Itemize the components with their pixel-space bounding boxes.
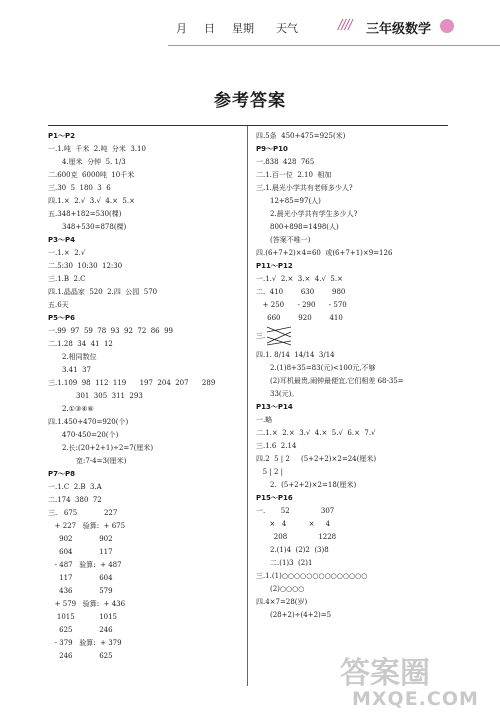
answer-line: 二.5:30 10:30 12:30 [48,262,123,270]
answer-line: 301 305 311 293 [76,392,143,400]
answer-line: 660 920 410 [256,314,343,322]
answer-line: 二.1.× 2.× 3.√ 4.× 5.√ 6.× 7.√ [256,429,376,437]
answer-line: 一.1.√ 2.× 3.× 4.√ 5.× [256,275,343,283]
answer-line: 33(元)。 [270,390,299,398]
answer-line: 2.晨光小学共有学生多少人? [270,210,358,218]
answer-line: 四.2 5 | 2 (5+2+2)×2=24(厘米) [256,455,377,463]
pink-dot-icon [440,19,454,33]
answer-line: 四.1.晶晶家 520 2.四 公园 570 [48,288,158,296]
answer-line: 三.1.B 2.C [48,275,86,283]
answer-line: 246 625 [48,652,113,660]
subject-title: 三年级数学 [366,22,432,37]
answer-line: 2. (5+2+2)×2=18(厘米) [270,481,357,489]
weather-label: 天气 [276,22,298,35]
answer-line: 三. 675 227 [48,509,118,517]
answer-line: 3.41 37 [62,366,91,374]
answer-line: 470-450=20(个) [62,431,119,439]
answer-line: 三.1.晨光小学共有老师多少人? [256,184,353,192]
section-heading: P13～P14 [256,403,293,411]
answer-line: 三. [256,325,452,349]
page-title: 参考答案 [214,91,286,111]
month-label: 月 [176,22,187,35]
answer-line: 四.4×7=28(岁) [256,598,308,606]
answer-line: 二.600克 6000吨 10千米 [48,171,135,179]
section-heading: P5～P6 [48,314,76,322]
answer-line: 5 | 2 | [256,468,283,476]
answer-line: 348+530=878(棵) [62,223,127,231]
answer-line: 二.174 380 72 [48,496,102,504]
left-answer-column [48,130,244,663]
page-header [0,0,500,44]
watermark-logo: 答案圈 [340,656,430,691]
answer-line: 一.1.C 2.B 3.A [48,483,102,491]
column-divider [247,126,248,686]
answer-line: 2.长:(20+2+1)÷2=7(厘米) [62,444,154,452]
section-heading: P3～P4 [48,236,76,244]
answer-line: + 227 验算: + 675 [48,522,126,530]
answer-line: 902 902 [48,535,113,543]
answer-line: 五.6天 [48,301,69,309]
answer-line: 2.(1)4 (2)2 (3)8 [270,546,329,554]
answer-line: 12+85=97(人) [270,197,321,205]
answer-line: 四.5条 450+475=925(米) [256,132,346,140]
answer-line: 四.1.450+470=920(个) [48,418,129,426]
matching-lines-graphic [265,325,295,347]
answer-line: + 579 验算: + 436 [48,600,126,608]
answer-line: × 4 × 4 [256,520,331,528]
answer-line: 2.①③④⑥ [62,405,94,413]
answer-line: 二.1.百一位 2.10 相加 [256,171,332,179]
answer-line: 四.(6+7+2)×4=60 或(6+7+1)×9=126 [256,249,393,257]
answer-line: 三.1.109 98 112 119 197 204 207 289 [48,379,216,387]
answer-line: 一.1.吨 千米 2.吨 分米 3.10 [48,145,146,153]
header-underline [168,45,500,46]
answer-line: 一. 52 307 [256,507,335,515]
answer-line: 三.30 5 180 3 6 [48,184,111,192]
answer-line: 宽:7-4=3(厘米) [76,457,127,465]
section-heading: P11～P12 [256,262,293,270]
answer-line: 一.99 97 59 78 93 92 72 86 99 [48,327,173,335]
answer-line: 二. 410 630 980 [256,288,346,296]
answer-line: 三.1.6 2.14 [256,442,297,450]
answer-line: 436 579 [48,587,113,595]
weekday-label: 星期 [232,22,254,35]
watermark-url: MXQE.COM [352,688,479,710]
answer-line: 五.348+182=530(棵) [48,210,122,218]
answer-line: 2.(1)8+35=83(元)<100元,不够 [270,364,376,372]
section-heading: P9～P10 [256,145,288,153]
answer-line: - 487 验算: + 487 [48,561,122,569]
answer-line: 四.1.× 2.√ 3.√ 4.× 5.× [48,197,135,205]
day-label: 日 [204,22,215,35]
answer-line: (答案不唯一) [270,236,311,244]
answer-line: 604 117 [48,548,113,556]
answer-line: 一.略 [256,416,273,424]
section-heading: P15～P16 [256,494,293,502]
answer-line: (2)○○○○ [270,585,305,593]
title-rule [48,125,448,126]
answer-line: 117 604 [48,574,113,582]
answer-line: 二.1.28 34 41 12 [48,340,113,348]
answer-line: 625 246 [48,626,113,634]
right-answer-column [256,130,452,622]
answer-line: 4.厘米 分钟 5. 1/3 [62,158,126,166]
answer-line: - 379 验算: + 379 [48,639,122,647]
answer-line: 一.838 428 765 [256,158,315,166]
answer-line: 208 1228 [256,533,337,541]
answer-line: 二.(1)3 (2)1 [270,559,313,567]
answer-line: 一.1.× 2.√ [48,249,86,257]
answer-line: 2.相同数位 [62,353,97,361]
answer-line: 800+898=1498(人) [270,223,339,231]
answer-line: (2)耳机最贵,闹钟最便宜,它们相差 68-35= [270,377,404,385]
answer-line: 1015 1015 [48,613,118,621]
section-heading: P7～P8 [48,470,76,478]
answer-line: (28+2)÷(4+2)=5 [270,611,332,619]
decorative-slashes: //// [338,18,352,33]
answer-line: + 250 - 290 - 570 [256,301,347,309]
answer-line: 三.1.(1)○○○○○○○○○○○○○○ [256,572,368,580]
answer-line: 四.1. 8/14 14/14 3/14 [256,351,335,359]
section-heading: P1～P2 [48,132,76,140]
